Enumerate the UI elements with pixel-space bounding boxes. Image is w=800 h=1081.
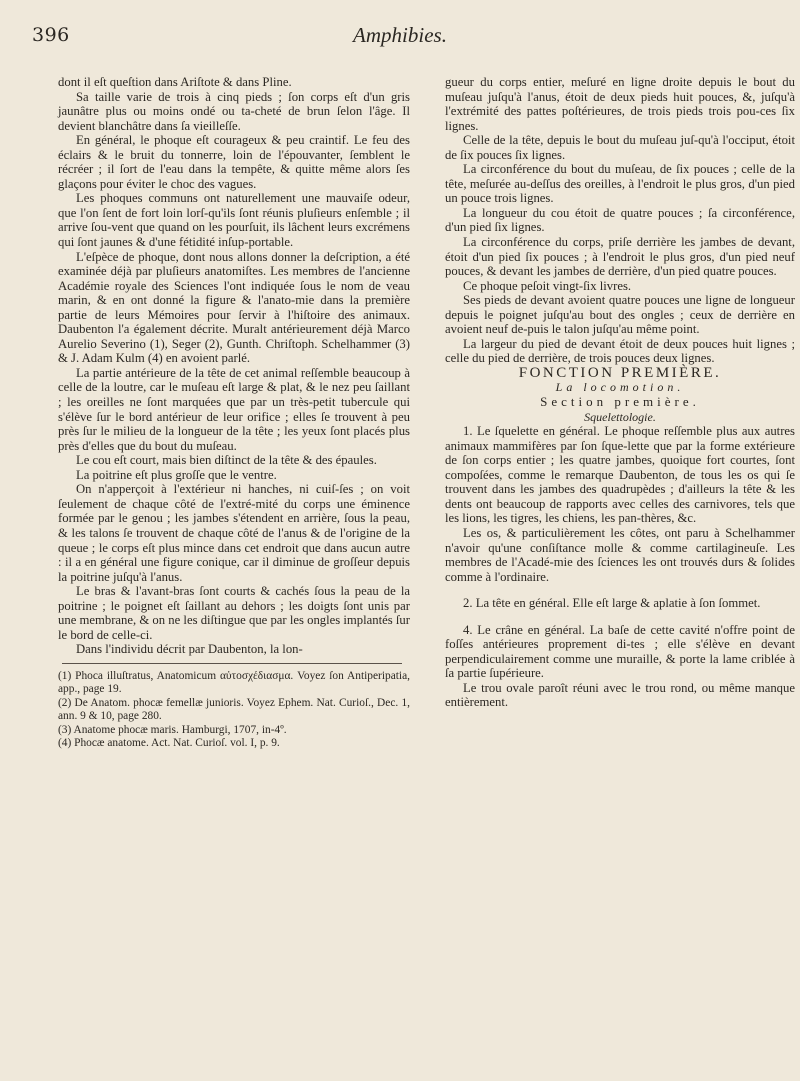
paragraph: La longueur du cou étoit de quatre pouces ; ſa circonférence, d'un pied ſix lignes. [445,205,795,235]
footnote: (1) Phoca illuſtratus, Anatomicum αὐτοσχέδιασμα. Voyez ſon Antiperipatia, app., page 19. [58,669,410,696]
section-heading: Section première. [540,394,700,410]
paragraph: Ce phoque peſoit vingt-ſix livres. [463,278,632,293]
page-number: 396 [32,24,70,46]
paragraph: Celle de la tête, depuis le bout du muſeau juſ-qu'à l'occiput, étoit de ſix pouces ſix lignes. [445,133,795,162]
paragraph: La circonférence du corps, priſe derrière les jambes de devant, étoit d'un pied ſix pouces ; à l'endroit le plus gros, d'un pied neuf pouces, & devant les jambes de derrière, d'un pied quatre pouces. [445,235,795,279]
paragraph: dont il eſt queſtion dans Ariſtote & dans Pline. [58,75,292,89]
paragraph: Les os, & particulièrement les côtes, ont paru à Schelhammer n'avoir qu'une conſiſtance molle & comme cartilagineuſe. Les membres de l'Acadé-mie des ſciences les ont trouvés durs & ſolides comme à l'ordinaire. [445,525,795,584]
paragraph: La largeur du pied de devant étoit de deux pouces huit lignes ; celle du pied de derrière, de trois pouces deux lignes. [445,336,795,366]
footnote-divider [62,663,402,664]
paragraph: La poitrine eſt plus groſſe que le ventre. [76,467,277,482]
chapter-subheading: La locomotion. [555,380,685,395]
paragraph: Le cou eſt court, mais bien diſtinct de la tête & des épaules. [76,453,377,468]
paragraph: L'eſpèce de phoque, dont nous allons donner la deſcription, a été examinée déjà par pluſieurs anatomiſtes. Les membres de l'ancienne Académie royale des Sciences l'ont indiquée ſous le nom de veau marin, & en ont donné la figure & l'anato-mie dans la première partie de leurs Mémoires pour ſervir à l'hiſtoire des animaux. Daubenton l'a également décrite. Muralt antérieurement déjà Marco Aurelio Severino (1), Seger (2), Gunth. Chriſtoph. Schelhammer (3) & J. Adam Kulm (4) en avoient parlé. [58,249,410,366]
footnote: (2) De Anatom. phocæ femellæ junioris. Voyez Ephem. Nat. Curioſ., Dec. 1, ann. 9 & 10, page 280. [58,696,410,723]
running-title: Amphibies. [353,23,447,47]
chapter-heading: FONCTION PREMIÈRE. [518,364,722,381]
section-subheading: Squelettologie. [584,409,656,424]
paragraph: Le trou ovale paroît réuni avec le trou rond, ou même manque entièrement. [445,680,795,710]
paragraph: Les phoques communs ont naturellement une mauvaiſe odeur, que l'on ſent de fort loin lorſ-qu'ils ſont réunis pluſieurs enſemble ; il arrive ſou-vent que quand on les pourſuit, ils lâchent leurs excrémens qui ſont jaunes & d'une fétidité inſup-portable. [58,191,410,250]
right-column [445,75,795,710]
footnote: (3) Anatome phocæ maris. Hamburgi, 1707, in-4º. [58,723,287,736]
paragraph: Le bras & l'avant-bras ſont courts & cachés ſous la peau de la poitrine ; le poignet eſt ſaillant au dehors ; les doigts ſont unis par une membrane, & on ne les diſtingue que par les ongles implantés ſur le bord de celle-ci. [58,584,410,642]
paragraph: 4. Le crâne en général. La baſe de cette cavité n'offre point de foſſes antérieures proprement di-tes ; elle s'élève en devant perpendiculairement comme une muraille, & porte la lame criblée à ſa partie ſupérieure. [445,622,795,681]
paragraph: Dans l'individu décrit par Daubenton, la lon- [76,642,303,657]
footnote: (4) Phocæ anatome. Act. Nat. Curioſ. vol. I, p. 9. [58,736,280,749]
paragraph: 1. Le ſquelette en général. Le phoque reſſemble plus aux autres animaux mammifères par ſon ſque-lette que par la forme extérieure de ſon corps entier ; les quatre jambes, quoique fort courtes, ſont compoſées, comme le remarque Daubenton, de tous les os qui ſe trouvent dans les jambes des quadrupèdes ; d'ailleurs la tête & les dents ont beaucoup de rapports avec celles des carnivores, tels que les lions, les tigres, les chiens, les pan-thères, &c. [445,424,795,526]
paragraph: Sa taille varie de trois à cinq pieds ; ſon corps eſt d'un gris jaunâtre plus ou moins ondé ou ta-cheté de brun ſelon l'âge. Il devient blanchâtre dans ſa vieilleſſe. [58,89,410,133]
paragraph: 2. La tête en général. Elle eſt large & aplatie à ſon ſommet. [463,596,761,611]
left-column [58,75,410,750]
paragraph: En général, le phoque eſt courageux & peu craintif. Le feu des éclairs & le bruit du tonnerre, loin de l'épouvanter, ſemblent le récréer ; il ſort de l'eau dans la tempête, & quitte même alors ſes glaçons pour éviter le choc des vagues. [58,133,410,191]
paragraph: La circonférence du bout du muſeau, de ſix pouces ; celle de la tête, meſurée au-deſſus des oreilles, à l'endroit le plus gros, d'un pied un pouce trois lignes. [445,162,795,206]
paragraph: gueur du corps entier, meſuré en ligne droite depuis le bout du muſeau juſqu'à l'anus, étoit de deux pieds huit pouces, &, juſqu'à l'extrémité des pattes poſtérieures, de trois pieds trois pou-ces ſix lignes. [445,75,795,133]
paragraph: La partie antérieure de la tête de cet animal reſſemble beaucoup à celle de la loutre, car le muſeau eſt large & plat, & le nez peu ſaillant ; les oreilles ne ſont marquées que par un très-petit tubercule qui s'élève ſur le bord antérieur de leur orifice ; elles ſe trouvent à peu près ſur le milieu de la longueur de la tête ; les yeux ſont placés plus près d'elles que du bout du muſeau. [58,365,410,453]
paragraph: Ses pieds de devant avoient quatre pouces une ligne de longueur depuis le poignet juſqu'au bout des ongles ; ceux de derrière en avoient neuf de-puis le talon juſqu'au même point. [445,293,795,337]
paragraph: On n'apperçoit à l'extérieur ni hanches, ni cuiſ-ſes ; on voit ſeulement de chaque côté de l'extré-mité du corps une éminence formée par le genou ; les jambes s'étendent en arrière, ſous la peau, & les talons ſe trouvent de chaque côté de l'anus & de l'origine de la queue ; le corps eſt plus mince dans cet endroit que dans aucun autre : il a en général une figure conique, car il diminue de groſſeur depuis la poitrine juſqu'à l'anus. [58,482,410,584]
